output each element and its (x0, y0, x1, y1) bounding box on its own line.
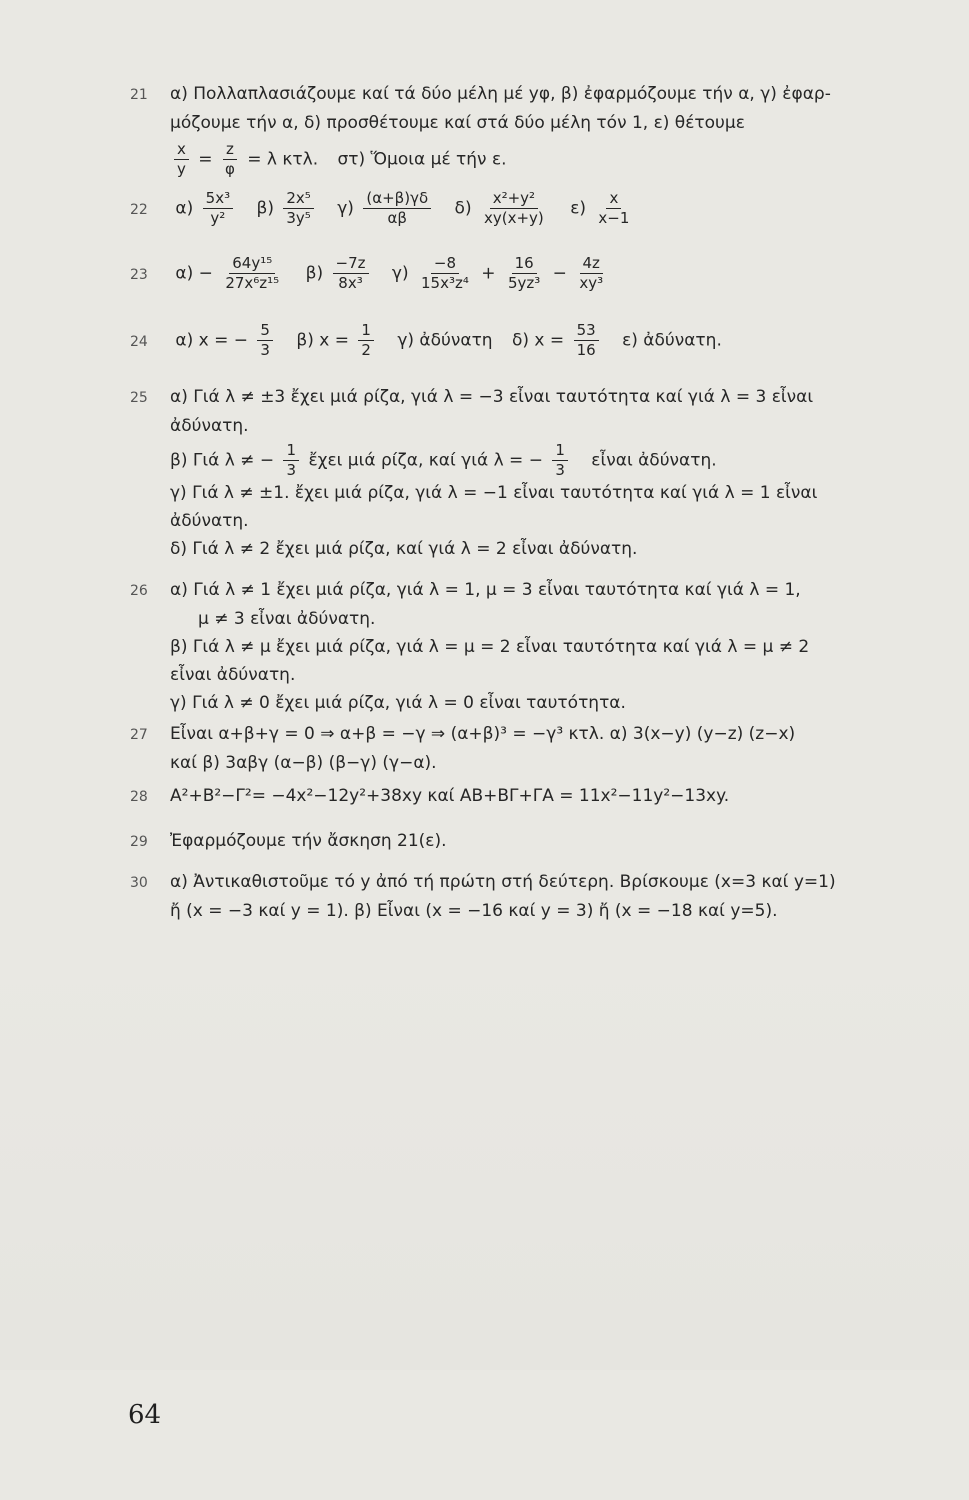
exercise-29 (130, 827, 960, 856)
fraction: $\frac{16}{\text{5yz³}}$ (507, 254, 541, 292)
fraction: $\frac{\text{5x³}}{\text{y²}}$ (203, 190, 233, 227)
fraction: $\frac{x}{y}$ (174, 141, 189, 178)
exercise-21 (130, 80, 960, 178)
label: α) (175, 198, 194, 219)
exercise-number: 22 (130, 201, 148, 218)
line: α) Γιά λ ≠ 1 ἔχει μιά ρίζα, γιά λ = 1, μ = 3 εἶναι ταυτότητα καί γιά λ = 1, (170, 580, 801, 600)
fraction: $\frac{53}{16}$ (574, 322, 599, 359)
line: α) Πολλαπλασιάζουμε καί τά δύο μέλη μέ yφ, β) ἐφαρμόζουμε τήν α, γ) ἐφαρ- (170, 84, 831, 104)
label: α) x = − (175, 330, 249, 351)
label: δ) (454, 198, 472, 219)
fraction: $\frac{1}{3}$ (552, 442, 568, 479)
label: α) − (175, 263, 213, 284)
fraction: $\frac{x}{x-1}$ (598, 189, 630, 227)
exercise-number: 24 (130, 333, 148, 350)
line: καί β) 3αβγ (α−β) (β−γ) (γ−α). (170, 753, 437, 773)
exercise-30 (130, 868, 960, 925)
operator: − (552, 263, 567, 284)
fraction: $\frac{-8}{\text{15x³z⁴}}$ (421, 254, 469, 292)
text: = λ κτλ. (247, 149, 319, 170)
fraction: $\frac{5}{3}$ (257, 322, 273, 359)
label: γ) (391, 263, 409, 284)
label: β) x = (296, 330, 349, 351)
exercise-number: 30 (130, 875, 148, 891)
text: στ) Ὅμοια μέ τήν ε. (337, 149, 507, 170)
exercise-number: 21 (130, 87, 148, 103)
exercise-number: 23 (130, 266, 148, 283)
text: εἶναι ἀδύνατη. (591, 450, 717, 471)
label: γ) (337, 198, 354, 219)
line: μ ≠ 3 εἶναι ἀδύνατη. (198, 609, 376, 629)
line: δ) Γιά λ ≠ 2 ἔχει μιά ρίζα, καί γιά λ = 2 εἶναι ἀδύνατη. (170, 539, 638, 559)
line: ἀδύνατη. (170, 416, 249, 436)
label: β) (256, 198, 274, 219)
exercise-24 (130, 322, 960, 359)
fraction: $\frac{\text{2x⁵}}{\text{3y⁵}}$ (283, 190, 313, 227)
line: ἤ (x = −3 καί y = 1). β) Εἶναι (x = −16 καί y = 3) ἤ (x = −18 καί y=5). (170, 901, 778, 921)
label: β) (305, 263, 324, 284)
label: δ) x = (512, 330, 565, 351)
label: ε) (570, 198, 587, 219)
fraction: $\frac{-7z}{\text{8x³}}$ (333, 255, 369, 292)
exercise-number: 25 (130, 390, 148, 406)
label: ε) ἀδύνατη. (622, 330, 722, 351)
exercise-26 (130, 576, 960, 717)
exercise-25 (130, 383, 960, 563)
exercise-28 (130, 782, 960, 811)
text: ἔχει μιά ρίζα, καί γιά λ = − (308, 450, 543, 471)
fraction: $\frac{1}{3}$ (283, 442, 299, 479)
fraction: $\frac{(\alpha+\beta)\gamma\delta}{\alpha\beta}$ (363, 190, 431, 227)
fraction: $\frac{\text{64y¹⁵}}{\text{27x⁶z¹⁵}}$ (225, 254, 280, 292)
exercise-23 (130, 255, 960, 292)
line: γ) Γιά λ ≠ ±1. ἔχει μιά ρίζα, γιά λ = −1 εἶναι ταυτότητα καί γιά λ = 1 εἶναι (170, 483, 818, 503)
equals: = (198, 149, 213, 170)
line: Α²+Β²−Γ²= −4x²−12y²+38xy καί ΑΒ+ΒΓ+ΓΑ = 11x²−11y²−13xy. (170, 786, 730, 806)
fraction: $\frac{z}{\varphi}$ (224, 140, 235, 178)
line: ἀδύνατη. (170, 511, 249, 531)
text: β) Γιά λ ≠ − (170, 450, 275, 471)
fraction: $\frac{4z}{\text{xy³}}$ (579, 254, 604, 292)
exercise-22 (130, 190, 960, 227)
label: γ) ἀδύνατη (397, 330, 493, 351)
line: γ) Γιά λ ≠ 0 ἔχει μιά ρίζα, γιά λ = 0 εἶναι ταυτότητα. (170, 693, 626, 713)
exercise-27 (130, 720, 960, 777)
bleed-through-shadow (0, 950, 969, 1370)
exercise-number: 28 (130, 789, 148, 805)
page-number: 64 (128, 1400, 162, 1430)
operator: + (481, 263, 496, 284)
fraction: $\frac{1}{2}$ (358, 322, 374, 359)
line: β) Γιά λ ≠ μ ἔχει μιά ρίζα, γιά λ = μ = 2 εἶναι ταυτότητα καί γιά λ = μ ≠ 2 (170, 637, 810, 657)
exercise-number: 26 (130, 583, 148, 599)
exercise-number: 27 (130, 727, 148, 743)
line: Εἶναι α+β+γ = 0 ⇒ α+β = −γ ⇒ (α+β)³ = −γ³ κτλ. α) 3(x−y) (y−z) (z−x) (170, 724, 796, 744)
line: α) Γιά λ ≠ ±3 ἔχει μιά ρίζα, γιά λ = −3 εἶναι ταυτότητα καί γιά λ = 3 εἶναι (170, 387, 814, 407)
line: Ἐφαρμόζουμε τήν ἄσκηση 21(ε). (170, 831, 447, 851)
line: εἶναι ἀδύνατη. (170, 665, 296, 685)
line: α) Ἀντικαθιστοῦμε τό y ἀπό τή πρώτη στή δεύτερη. Βρίσκουμε (x=3 καί y=1) (170, 872, 836, 892)
fraction: $\frac{\text{x²+y²}}{xy(x+y)}$ (484, 189, 544, 227)
line: μόζουμε τήν α, δ) προσθέτουμε καί στά δύο μέλη τόν 1, ε) θέτουμε (170, 113, 745, 133)
exercise-number: 29 (130, 834, 148, 850)
